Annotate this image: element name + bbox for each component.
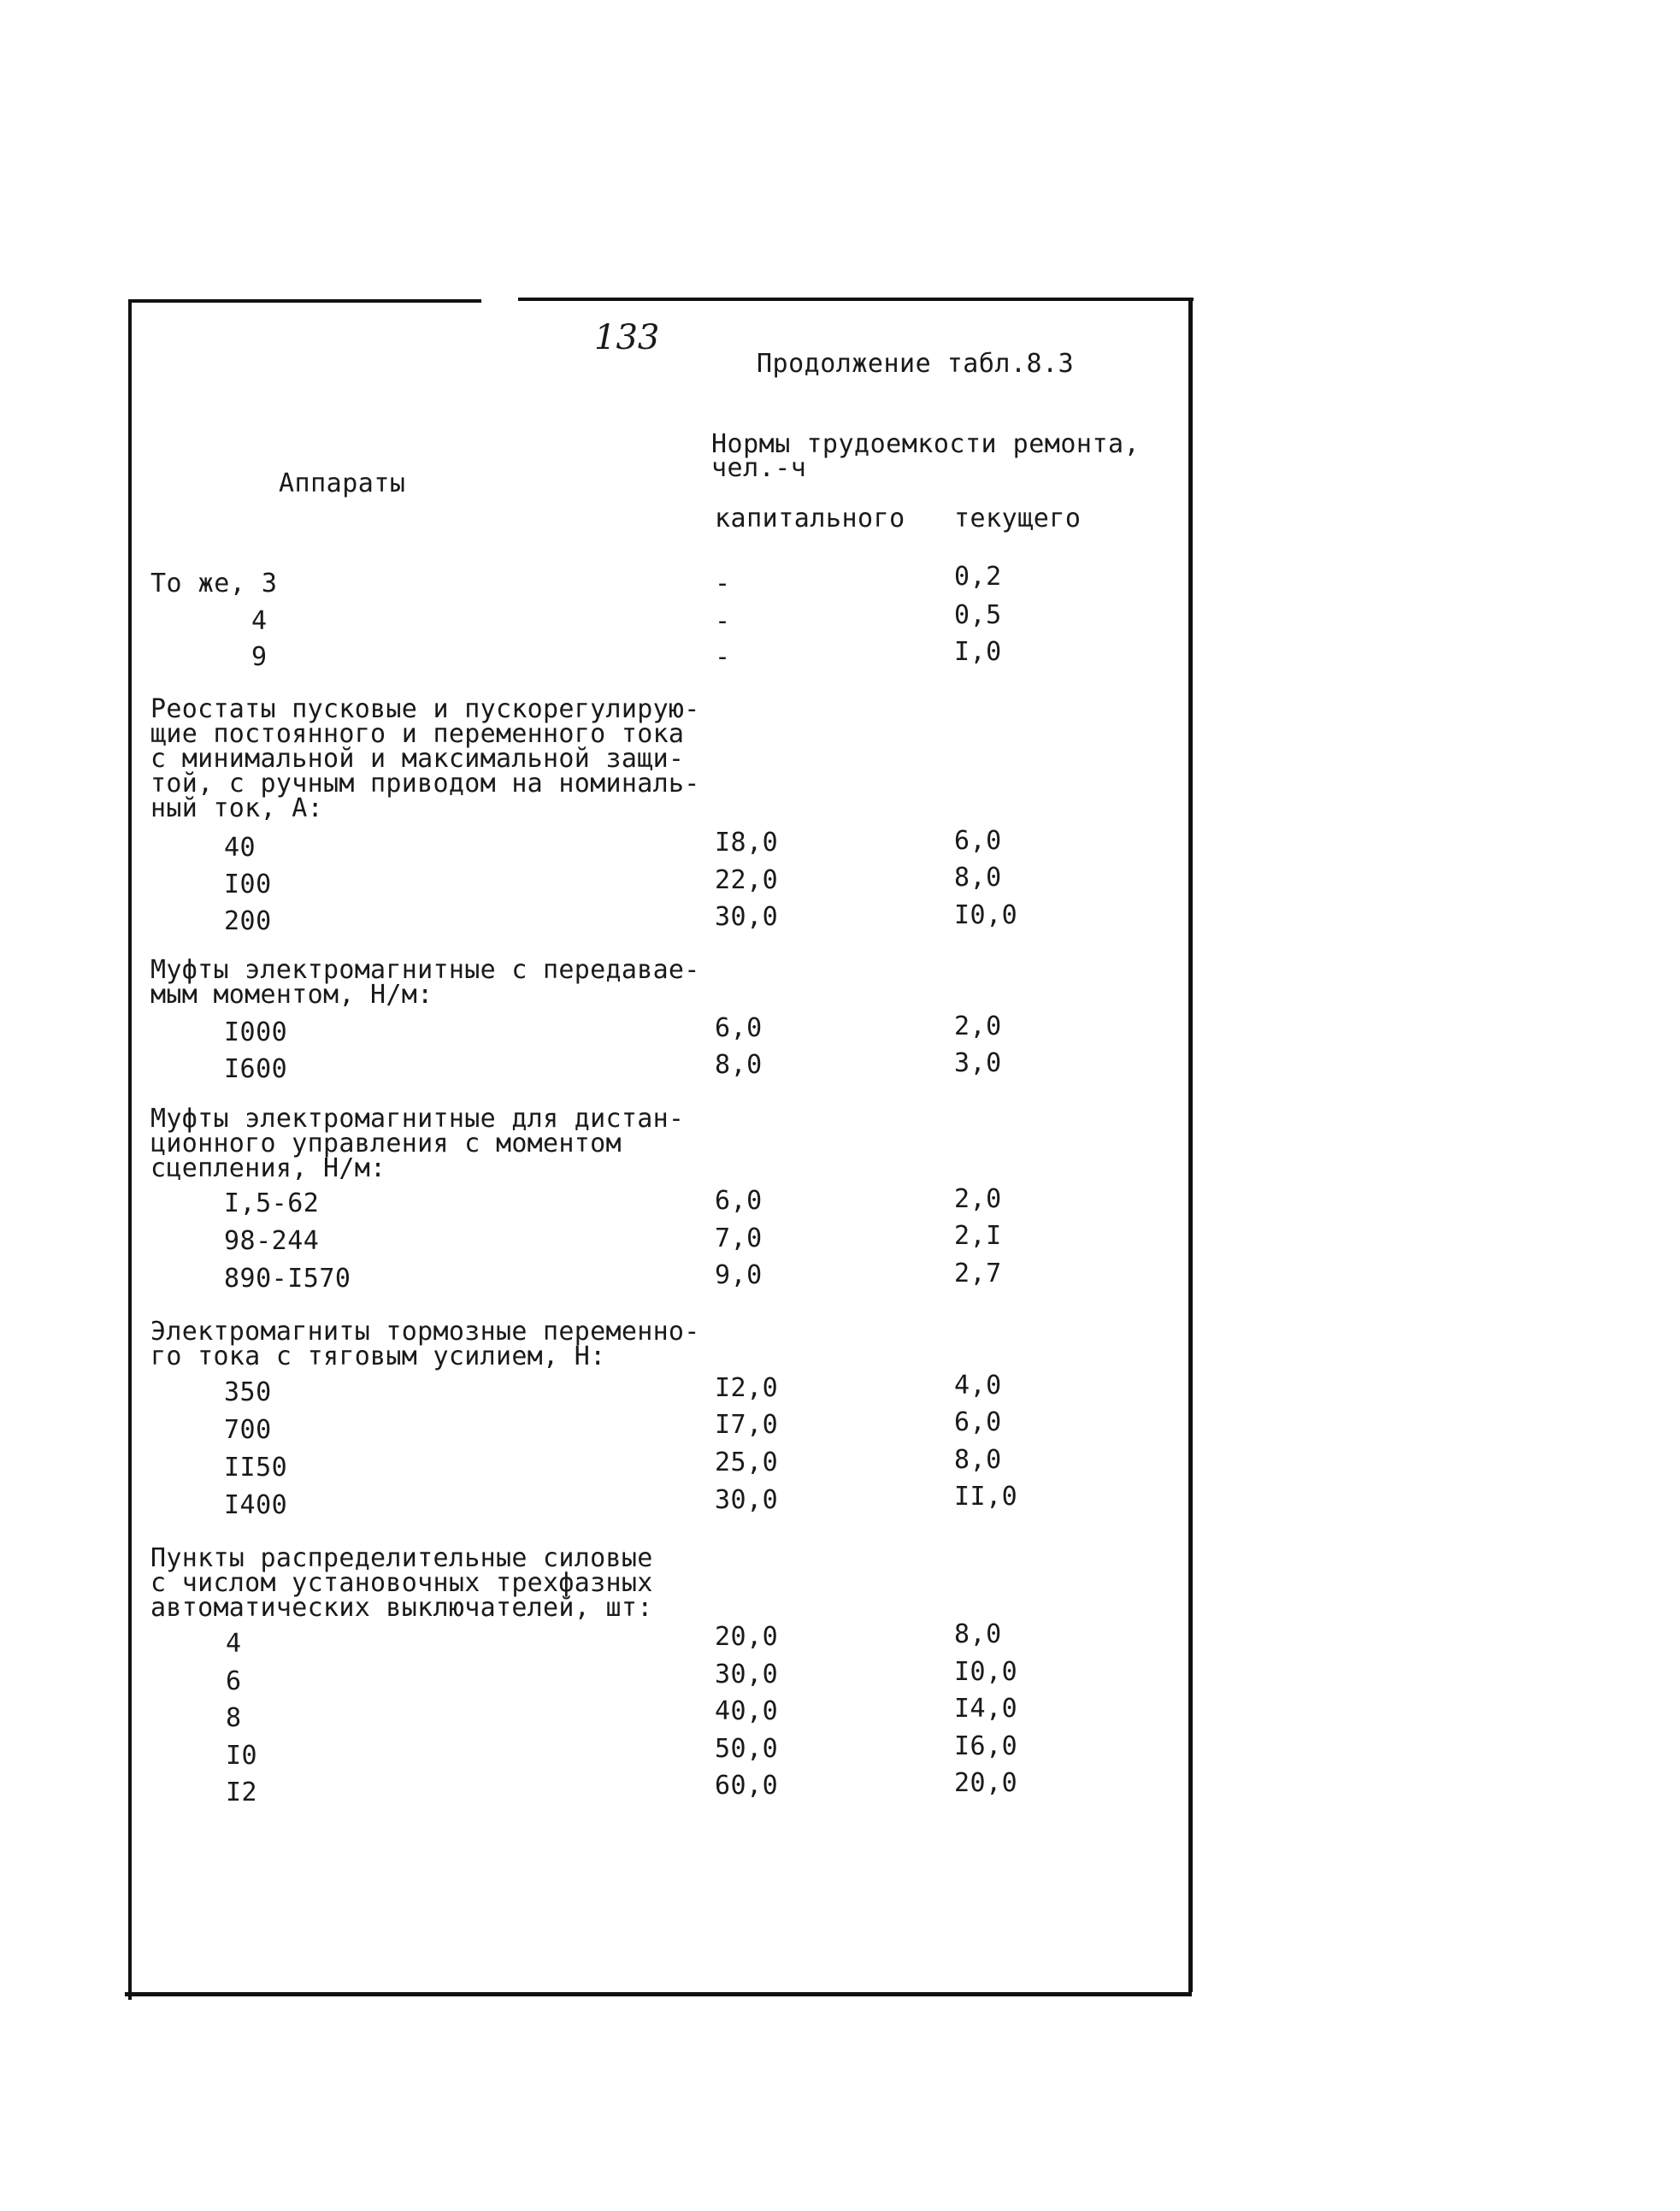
heading-line: ный ток, А:: [150, 793, 323, 823]
row-label: 4: [226, 1629, 242, 1659]
continuation-title: Продолжение табл.8.3: [757, 349, 1075, 379]
row-current: 2,0: [954, 1011, 1002, 1041]
row-current: 4,0: [954, 1371, 1002, 1400]
row-label: То же, 3: [150, 569, 278, 598]
row-label: I400: [224, 1490, 288, 1520]
row-label: 40: [224, 833, 256, 863]
row-capital: 30,0: [715, 1660, 779, 1689]
row-capital: -: [715, 606, 731, 636]
row-label: I00: [224, 870, 272, 899]
row-capital: 7,0: [715, 1223, 763, 1253]
heading-line: с минимальной и максимальной защи-: [150, 744, 685, 774]
heading-line: автоматических выключателей, шт:: [150, 1593, 653, 1623]
row-current: I0,0: [954, 900, 1018, 930]
row-capital: 25,0: [715, 1447, 779, 1477]
row-label: II50: [224, 1453, 288, 1483]
row-label: 890-I570: [224, 1264, 351, 1294]
row-label: 8: [226, 1703, 242, 1733]
row-current: II,0: [954, 1482, 1018, 1512]
heading-line: щие постоянного и переменного тока: [150, 719, 685, 749]
row-capital: -: [715, 642, 731, 672]
row-label: 350: [224, 1377, 272, 1407]
row-capital: 6,0: [715, 1186, 763, 1216]
row-label: I,5-62: [224, 1188, 320, 1218]
row-capital: I2,0: [715, 1373, 779, 1403]
row-current: 20,0: [954, 1768, 1018, 1798]
heading-line: той, с ручным приводом на номиналь-: [150, 769, 700, 799]
row-capital: 20,0: [715, 1622, 779, 1652]
row-capital: 8,0: [715, 1050, 763, 1080]
norms-header-line1: Нормы трудоемкости ремонта,: [711, 429, 1141, 459]
norms-header-line2: чел.-ч: [711, 453, 807, 483]
row-label: 200: [224, 906, 272, 936]
heading-line: ционного управления с моментом: [150, 1129, 622, 1159]
row-capital: 50,0: [715, 1734, 779, 1764]
group-heading: [150, 1319, 700, 1369]
row-current: I,0: [954, 637, 1002, 667]
row-capital: 9,0: [715, 1260, 763, 1290]
row-label: I600: [224, 1054, 288, 1084]
heading-line: сцепления, Н/м:: [150, 1153, 386, 1183]
row-label: 9: [251, 642, 268, 672]
frame-bottom-line: [125, 1992, 1192, 1996]
capital-header: капитального: [715, 504, 905, 534]
heading-line: Муфты электромагнитные с передавае-: [150, 955, 700, 985]
heading-line: Пункты распределительные силовые: [150, 1543, 653, 1573]
row-current: 0,2: [954, 562, 1002, 592]
row-capital: I8,0: [715, 828, 779, 858]
frame-left-line: [128, 301, 132, 2000]
row-capital: 30,0: [715, 902, 779, 932]
row-label: 700: [224, 1415, 272, 1445]
row-capital: I7,0: [715, 1410, 779, 1440]
heading-line: го тока с тяговым усилием, Н:: [150, 1341, 606, 1371]
row-label: I2: [226, 1778, 258, 1807]
group-heading: [150, 694, 700, 823]
row-current: I0,0: [954, 1657, 1018, 1687]
heading-line: Электромагниты тормозные переменно-: [150, 1317, 700, 1347]
row-label: I0: [226, 1741, 258, 1771]
row-current: 2,0: [954, 1184, 1002, 1214]
row-capital: 40,0: [715, 1696, 779, 1726]
row-capital: 6,0: [715, 1013, 763, 1043]
row-current: 3,0: [954, 1048, 1002, 1078]
row-current: 6,0: [954, 1407, 1002, 1437]
frame-top-left-line: [128, 299, 481, 303]
row-current: 0,5: [954, 600, 1002, 630]
heading-line: Реостаты пусковые и пускорегулирую-: [150, 694, 700, 724]
group-heading: [150, 1106, 684, 1181]
row-capital: 60,0: [715, 1771, 779, 1801]
row-current: I4,0: [954, 1694, 1018, 1724]
row-current: 2,I: [954, 1221, 1002, 1251]
page-number: 133: [594, 318, 660, 357]
row-label: 4: [251, 606, 268, 636]
frame-top-right-line: [518, 298, 1194, 301]
row-label: 6: [226, 1666, 242, 1696]
row-capital: 22,0: [715, 865, 779, 895]
row-label: I000: [224, 1017, 288, 1047]
row-label: 98-244: [224, 1226, 320, 1256]
apparatus-header: Аппараты: [279, 469, 406, 498]
group-heading: [150, 1543, 653, 1623]
row-capital: -: [715, 569, 731, 598]
group-heading: [150, 955, 700, 1010]
row-current: 8,0: [954, 1619, 1002, 1649]
row-current: 8,0: [954, 1445, 1002, 1475]
row-capital: 30,0: [715, 1485, 779, 1515]
row-current: 6,0: [954, 826, 1002, 856]
heading-line: Муфты электромагнитные для дистан-: [150, 1104, 685, 1134]
frame-right-line: [1188, 298, 1193, 1992]
heading-line: с числом установочных трехфазных: [150, 1568, 653, 1598]
row-current: I6,0: [954, 1731, 1018, 1761]
row-current: 2,7: [954, 1259, 1002, 1288]
row-current: 8,0: [954, 863, 1002, 893]
heading-line: мым моментом, Н/м:: [150, 980, 433, 1010]
current-header: текущего: [954, 504, 1082, 534]
